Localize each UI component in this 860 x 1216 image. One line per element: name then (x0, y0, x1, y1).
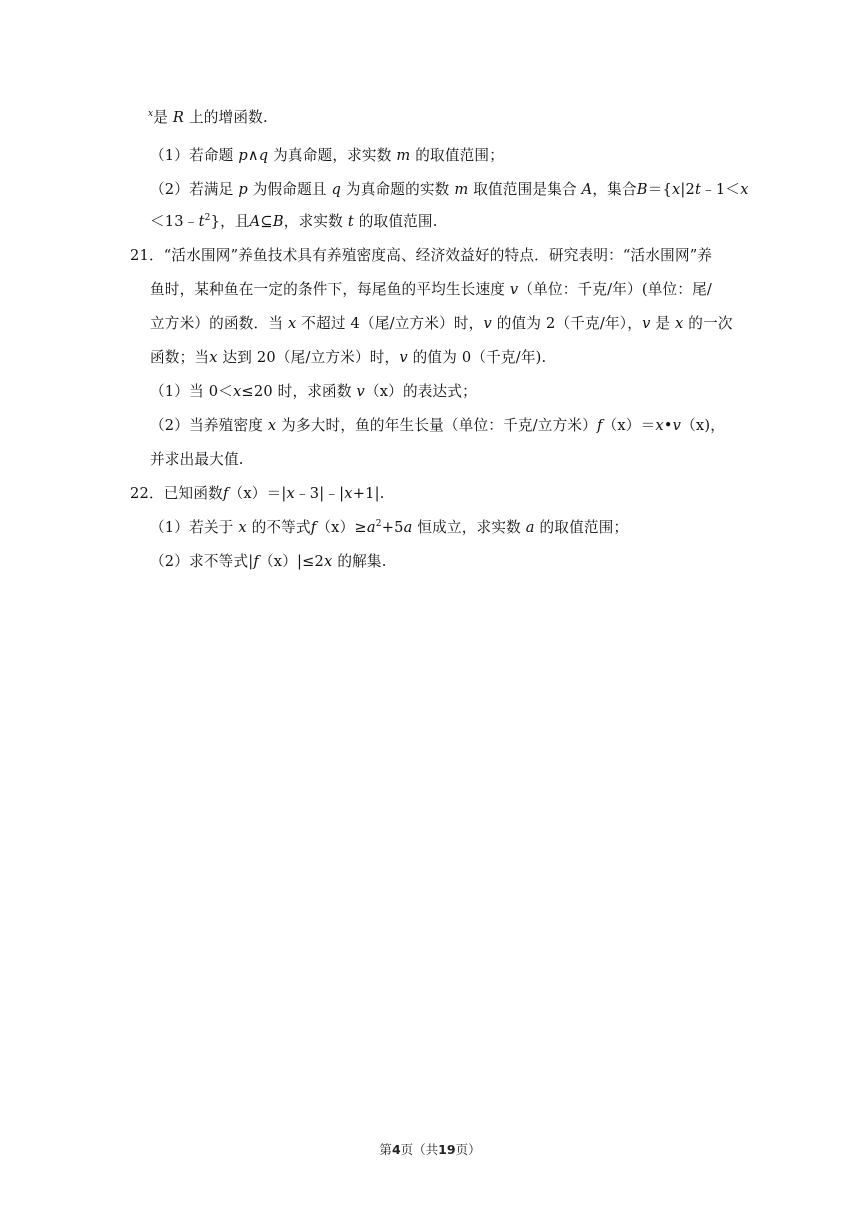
text-q20-tail-line-sup: x (148, 109, 154, 119)
text-q22-part1-mid2: （x）≥ (316, 519, 367, 536)
text-q22-part1-mid3: +5 (381, 519, 404, 536)
text-q20-part2-line2-sup: 2 (204, 213, 211, 223)
text-q20-part2-line2-mid1: }，且 (210, 213, 250, 230)
text-q21-line4-pre: 函数；当 (150, 349, 210, 366)
text-q20-part2-line2-t2: t (347, 213, 354, 230)
text-q22-part1-x: x (238, 519, 247, 536)
text-q22-stem-post: +1|. (352, 485, 385, 502)
text-q21-line3-x2: x (675, 315, 684, 332)
text-q22-part1-sup: 2 (375, 519, 382, 529)
text-q21-part2-line1-fx: （x）＝ (602, 417, 656, 434)
text-q21-part1-mid: ≤20 时，求函数 (241, 383, 352, 400)
text-q20-part2-line2-A: A (249, 213, 261, 230)
q22-part2 (150, 552, 387, 572)
text-q22-part1-mid4: 恒成立，求实数 (417, 519, 521, 536)
text-q20-part2-line1-A: A (581, 181, 593, 198)
text-q20-part2-line1-pre: （2）若满足 (150, 181, 234, 198)
text-q21-line3-v: v (483, 315, 492, 332)
text-q21-part1-post: （x）的表达式； (364, 383, 477, 400)
text-q20-part2-line1-p: p (238, 181, 248, 198)
text-q20-part1-post: 的取值范围； (415, 147, 504, 164)
text-q21-line3-x: x (288, 315, 297, 332)
text-q22-part2-mid: （x）|≤2 (258, 553, 325, 570)
q21-part1 (150, 382, 477, 402)
text-q20-part2-line1-mid4: ，集合 (592, 181, 637, 198)
text-q20-part2-line1-mid1: 为假命题且 (252, 181, 327, 198)
text-q20-part1-mid: 为真命题，求实数 (273, 147, 392, 164)
text-q21-part2-line1-v: v (672, 417, 682, 434)
text-footer-mid: 页（共 (400, 1142, 439, 1157)
text-q22-stem-x2: x (344, 485, 353, 502)
text-q22-stem-x: x (286, 485, 295, 502)
text-q20-part2-line1-x2: x (740, 181, 749, 198)
text-q22-stem-mid2: ﹣3|﹣| (294, 485, 345, 502)
text-q22-part2-f: f (253, 553, 259, 570)
text-q21-line2-v: v (509, 281, 519, 298)
text-q20-part2-line1-x: x (671, 181, 681, 198)
text-q20-part2-line1-mid7: ﹣1＜ (701, 181, 741, 198)
text-q21-line3-pre: 立方米）的函数．当 (150, 315, 284, 332)
q22-stem (130, 484, 385, 504)
text-q20-tail-line-var1: R (172, 109, 185, 126)
text-q21-line3-v2: v (642, 315, 651, 332)
text-footer-post: 页） (455, 1142, 481, 1157)
text-q22-part1-mid1: 的不等式 (251, 519, 311, 536)
text-q20-tail-line-pre: 是 (153, 109, 169, 126)
text-q22-stem-pre: 22．已知函数 (130, 485, 223, 502)
q21-part2-line1 (150, 416, 725, 436)
text-q21-part2-line1-dot: • (663, 417, 673, 434)
text-q21-part1-v: v (356, 383, 365, 400)
text-q22-part2-x: x (324, 553, 333, 570)
text-q20-part2-line1-q: q (331, 181, 342, 198)
text-footer-pre: 第 (379, 1142, 392, 1157)
text-q21-line3-mid2: 的值为 2（千克/年）， (496, 315, 643, 332)
q21-stem-line3 (150, 314, 733, 334)
total-pages: 19 (438, 1142, 456, 1157)
text-q21-line2-post: （单位：千克/年）(单位：尾/ (518, 281, 713, 298)
text-q22-part1-a3: a (525, 519, 535, 536)
text-q20-part2-line2-mid2: ，求实数 (283, 213, 343, 230)
text-q22-part1-a2: a (403, 519, 413, 536)
text-q22-part1-f: f (310, 519, 317, 536)
text-q20-part1-m: m (396, 147, 411, 164)
text-q20-part2-line2-post: 的取值范围. (358, 213, 438, 230)
text-q21-part1-x: x (232, 383, 242, 400)
text-q21-line3-mid1: 不超过 4（尾/立方米）时， (301, 315, 484, 332)
page-footer (0, 1140, 860, 1158)
text-q21-part1-pre: （1）当 0＜ (150, 383, 233, 400)
text-q22-part2-pre: （2）求不等式| (150, 553, 254, 570)
q20-tail-line (148, 108, 268, 128)
text-q20-part2-line1-m: m (454, 181, 469, 198)
text-q21-line4-v: v (399, 349, 408, 366)
text-q20-part1-pre: （1）若命题 (150, 147, 234, 164)
text-q20-part2-line1-mid2: 为真命题的实数 (345, 181, 450, 198)
page-number: 4 (391, 1142, 401, 1157)
q21-stem-line4 (150, 348, 546, 368)
text-q21-line4-mid1: 达到 20（尾/立方米）时， (222, 349, 400, 366)
text-q21-part2-line1-post: （x)， (681, 417, 726, 434)
text-q21-part2-line1-f: f (596, 417, 603, 434)
text-q20-tail-line-post: 上的增函数. (188, 109, 268, 126)
text-q20-part2-line2-sub: ⊆ (260, 213, 273, 230)
text-q20-part2-line1-mid3: 取值范围是集合 (473, 181, 577, 198)
text-q20-part2-line1-B: B (636, 181, 648, 198)
text-q22-part2-post: 的解集. (337, 553, 387, 570)
text-q20-part2-line2-B: B (272, 213, 284, 230)
text-q21-part2-line1-x2: x (655, 417, 664, 434)
q21-stem-line1: 21．“活水围网”养鱼技术具有养殖密度高、经济效益好的特点．研究表明：“活水围网”养 (130, 247, 713, 264)
text-q22-stem-f: f (222, 485, 229, 502)
text-q21-line3-mid3: 是 (655, 315, 671, 332)
text-q21-part2-line1-mid: 为多大时，鱼的年生长量（单位：千克/立方米） (281, 417, 597, 434)
text-q21-line2-pre: 鱼时，某种鱼在一定的条件下，每尾鱼的平均生长速度 (150, 281, 506, 298)
text-q20-part2-line1-t: t (695, 181, 702, 198)
text-q21-line4-x: x (209, 349, 218, 366)
text-q21-line3-post: 的一次 (688, 315, 733, 332)
q20-part2-line1 (150, 180, 749, 200)
text-q20-part2-line1-mid6: |2 (680, 181, 696, 198)
text-q20-part1-p: p (238, 147, 248, 164)
text-q20-part1-q: q (258, 147, 269, 164)
q20-part1 (150, 146, 504, 166)
text-q21-part2-line1-x: x (267, 417, 277, 434)
text-q20-part1-and: ∧ (247, 147, 259, 164)
text-q20-part2-line1-mid5: ＝{ (647, 181, 672, 198)
text-q20-part2-line2-t: t (198, 213, 205, 230)
text-q22-stem-mid1: （x）＝| (228, 485, 287, 502)
text-q22-part1-pre: （1）若关于 (150, 519, 234, 536)
q21-stem-line2 (150, 280, 712, 300)
text-q22-part1-a: a (366, 519, 376, 536)
text-q22-part1-post: 的取值范围； (539, 519, 629, 536)
q20-part2-line2 (150, 212, 438, 232)
text-q21-part2-line1-pre: （2）当养殖密度 (150, 417, 264, 434)
q22-part1 (150, 518, 628, 538)
text-q21-line4-post: 的值为 0（千克/年). (412, 349, 547, 366)
text-q20-part2-line2-pre: ＜13﹣ (150, 213, 199, 230)
q21-part2-line2: 并求出最大值. (150, 451, 244, 468)
